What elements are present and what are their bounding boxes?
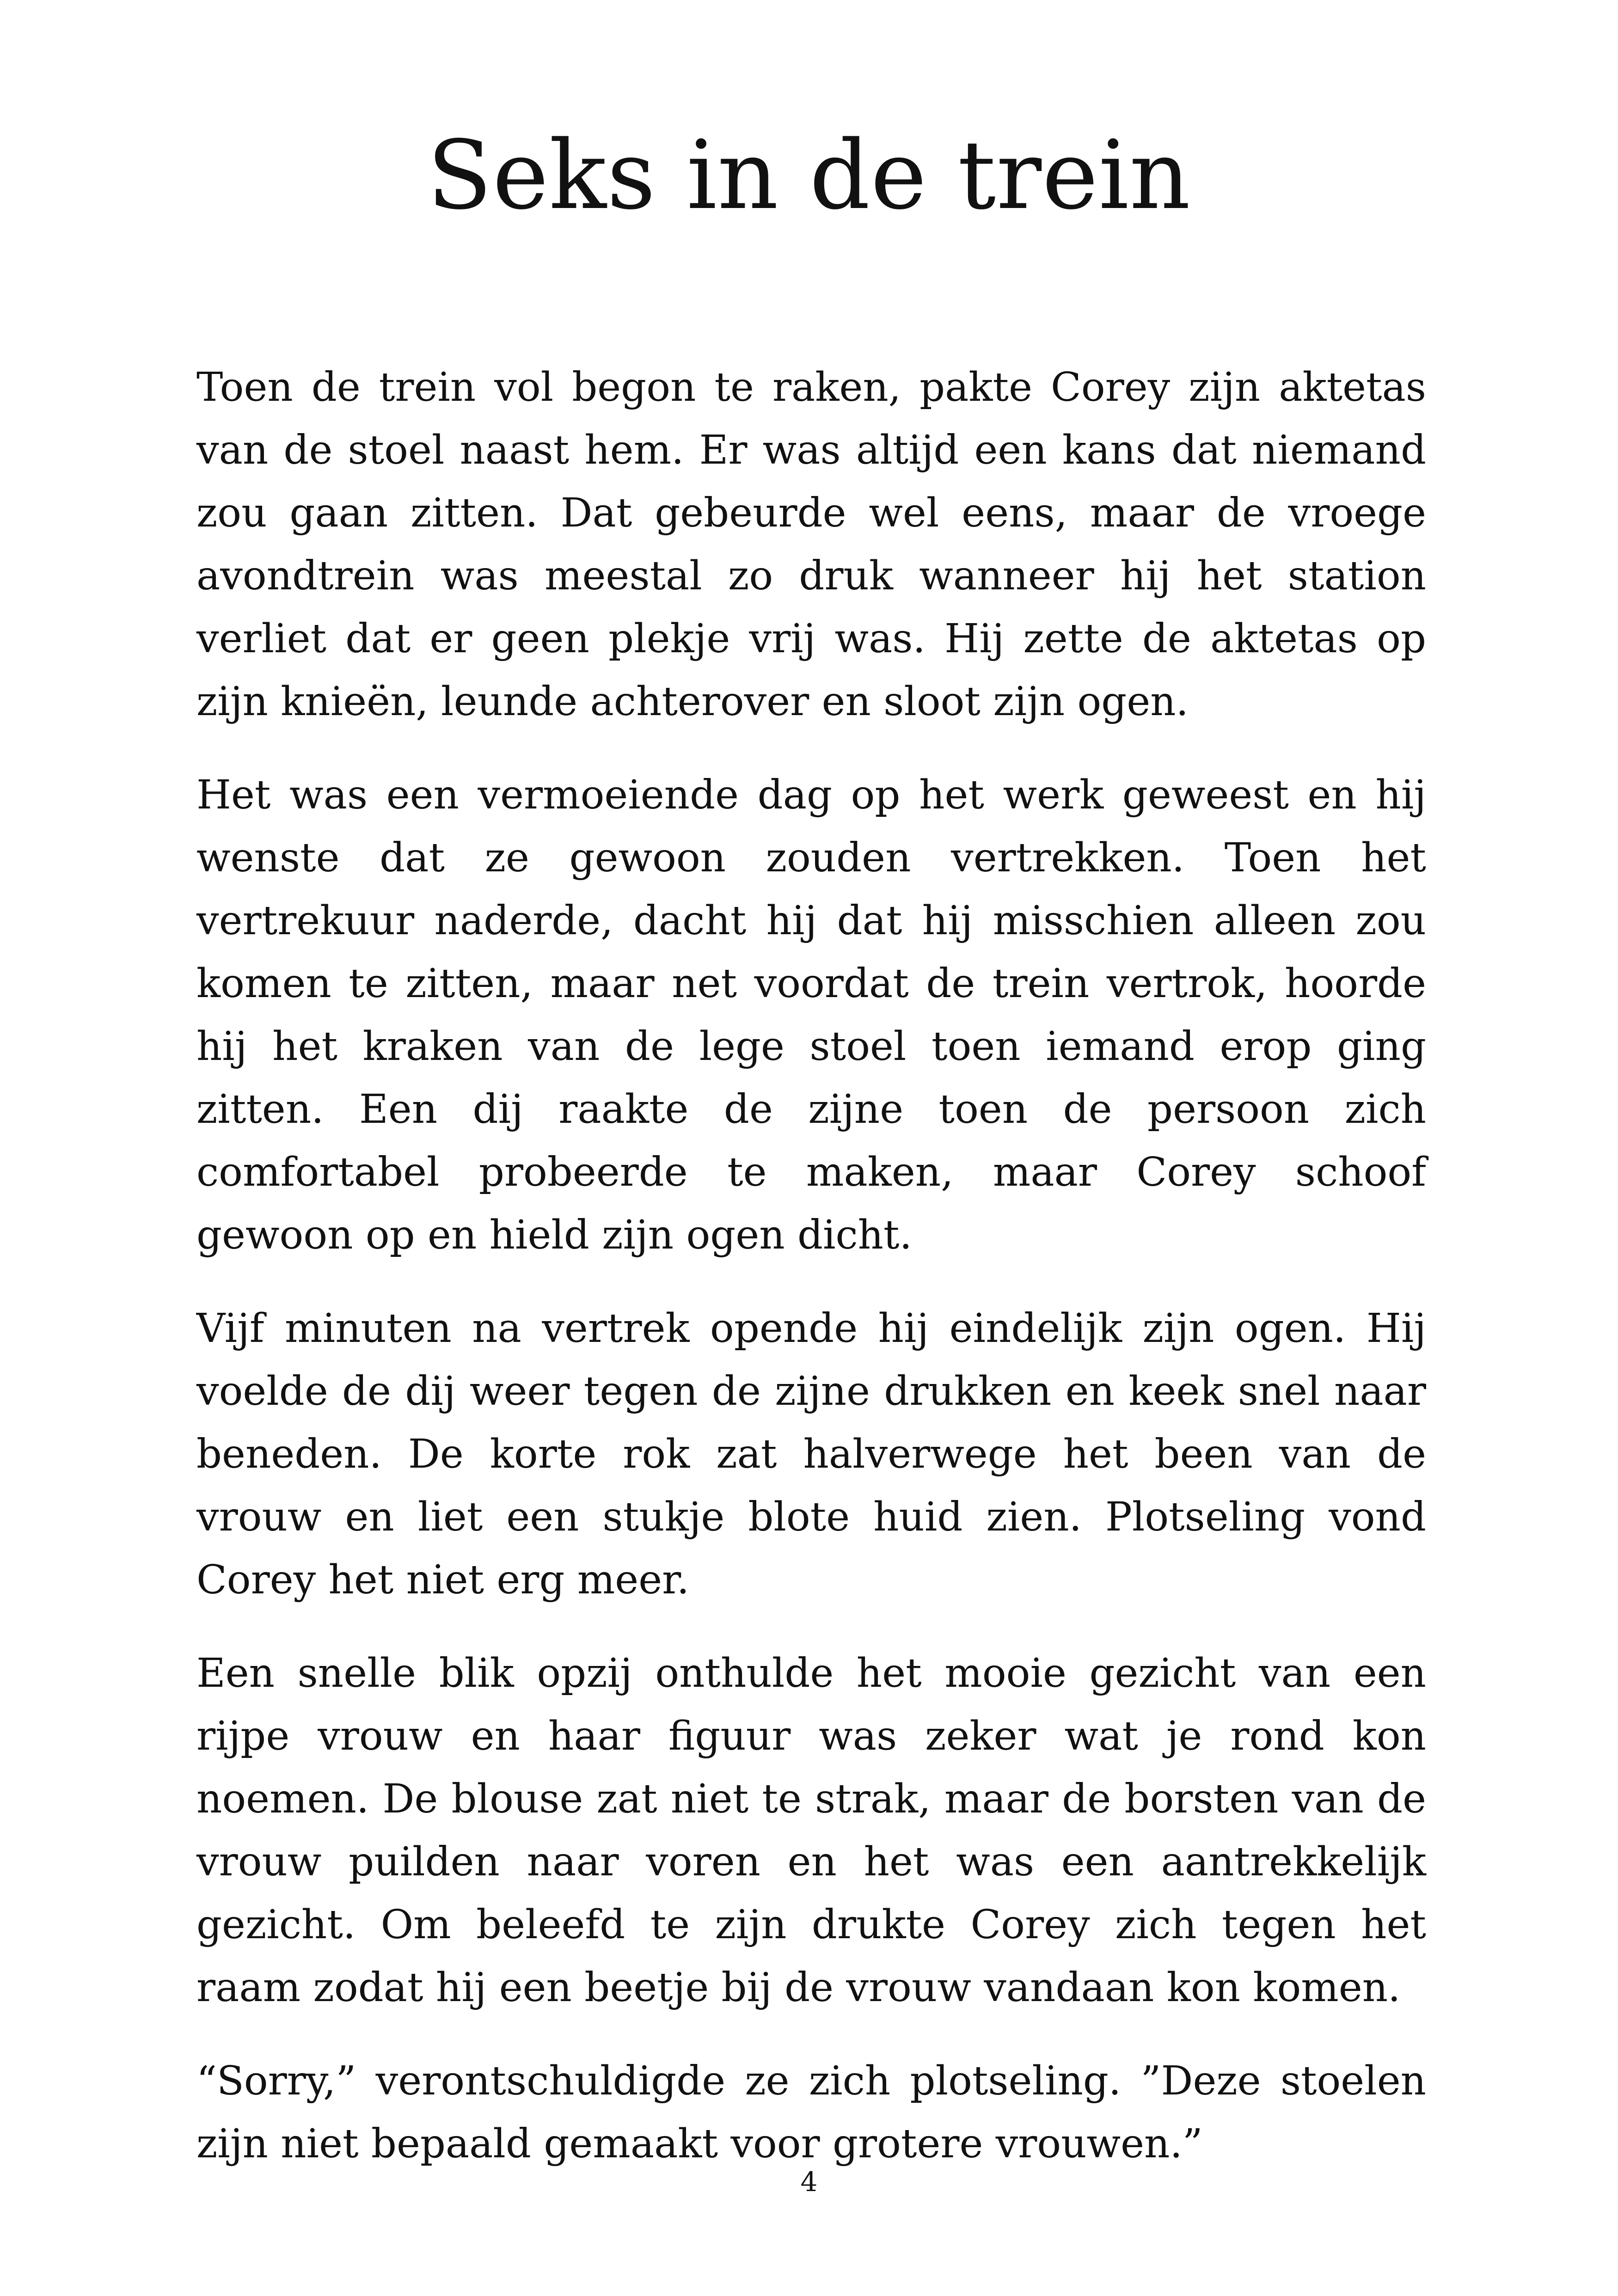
page-number: 4 — [800, 2166, 818, 2198]
paragraph: Toen de trein vol begon te raken, pakte Corey zijn aktetas van de stoel naast hem. Er was altijd een kans dat niemand zou gaan zitten. Dat gebeurde wel eens, maar de vroege avondtrein was meestal zo druk wanneer hij het station verliet dat er geen plekje vrij was. Hij zette de aktetas op zijn knieën, leunde achterover en sloot zijn ogen. — [196, 364, 1426, 725]
paragraph: Een snelle blik opzij onthulde het mooie gezicht van een rijpe vrouw en haar figuur was zeker wat je rond kon noemen. De blouse zat niet te strak, maar de borsten van de vrouw puilden naar voren en het was een aantrekkelijk gezicht. Om beleefd te zijn drukte Corey zich tegen het raam zodat hij een beetje bij de vrouw vandaan kon komen. — [196, 1650, 1426, 2011]
paragraph: Vijf minuten na vertrek opende hij eindelijk zijn ogen. Hij voelde de dij weer tegen de zijne drukken en keek snel naar beneden. De korte rok zat halverwege het been van de vrouw en liet een stukje blote huid zien. Plotseling vond Corey het niet erg meer. — [196, 1305, 1426, 1603]
paragraph: “Sorry,” verontschuldigde ze zich plotseling. ”Deze stoelen zijn niet bepaald gemaakt voor grotere vrouwen.” — [196, 2058, 1426, 2167]
page-title: Seks in de trein — [427, 121, 1191, 231]
paragraph: Het was een vermoeiende dag op het werk geweest en hij wenste dat ze gewoon zouden vertrekken. Toen het vertrekuur naderde, dacht hij dat hij misschien alleen zou komen te zitten, maar net voordat de trein vertrok, hoorde hij het kraken van de lege stoel toen iemand erop ging zitten. Een dij raakte de zijne toen de persoon zich comfortabel probeerde te maken, maar Corey schoof gewoon op en hield zijn ogen dicht. — [196, 772, 1426, 1258]
body-text — [196, 356, 1426, 2206]
